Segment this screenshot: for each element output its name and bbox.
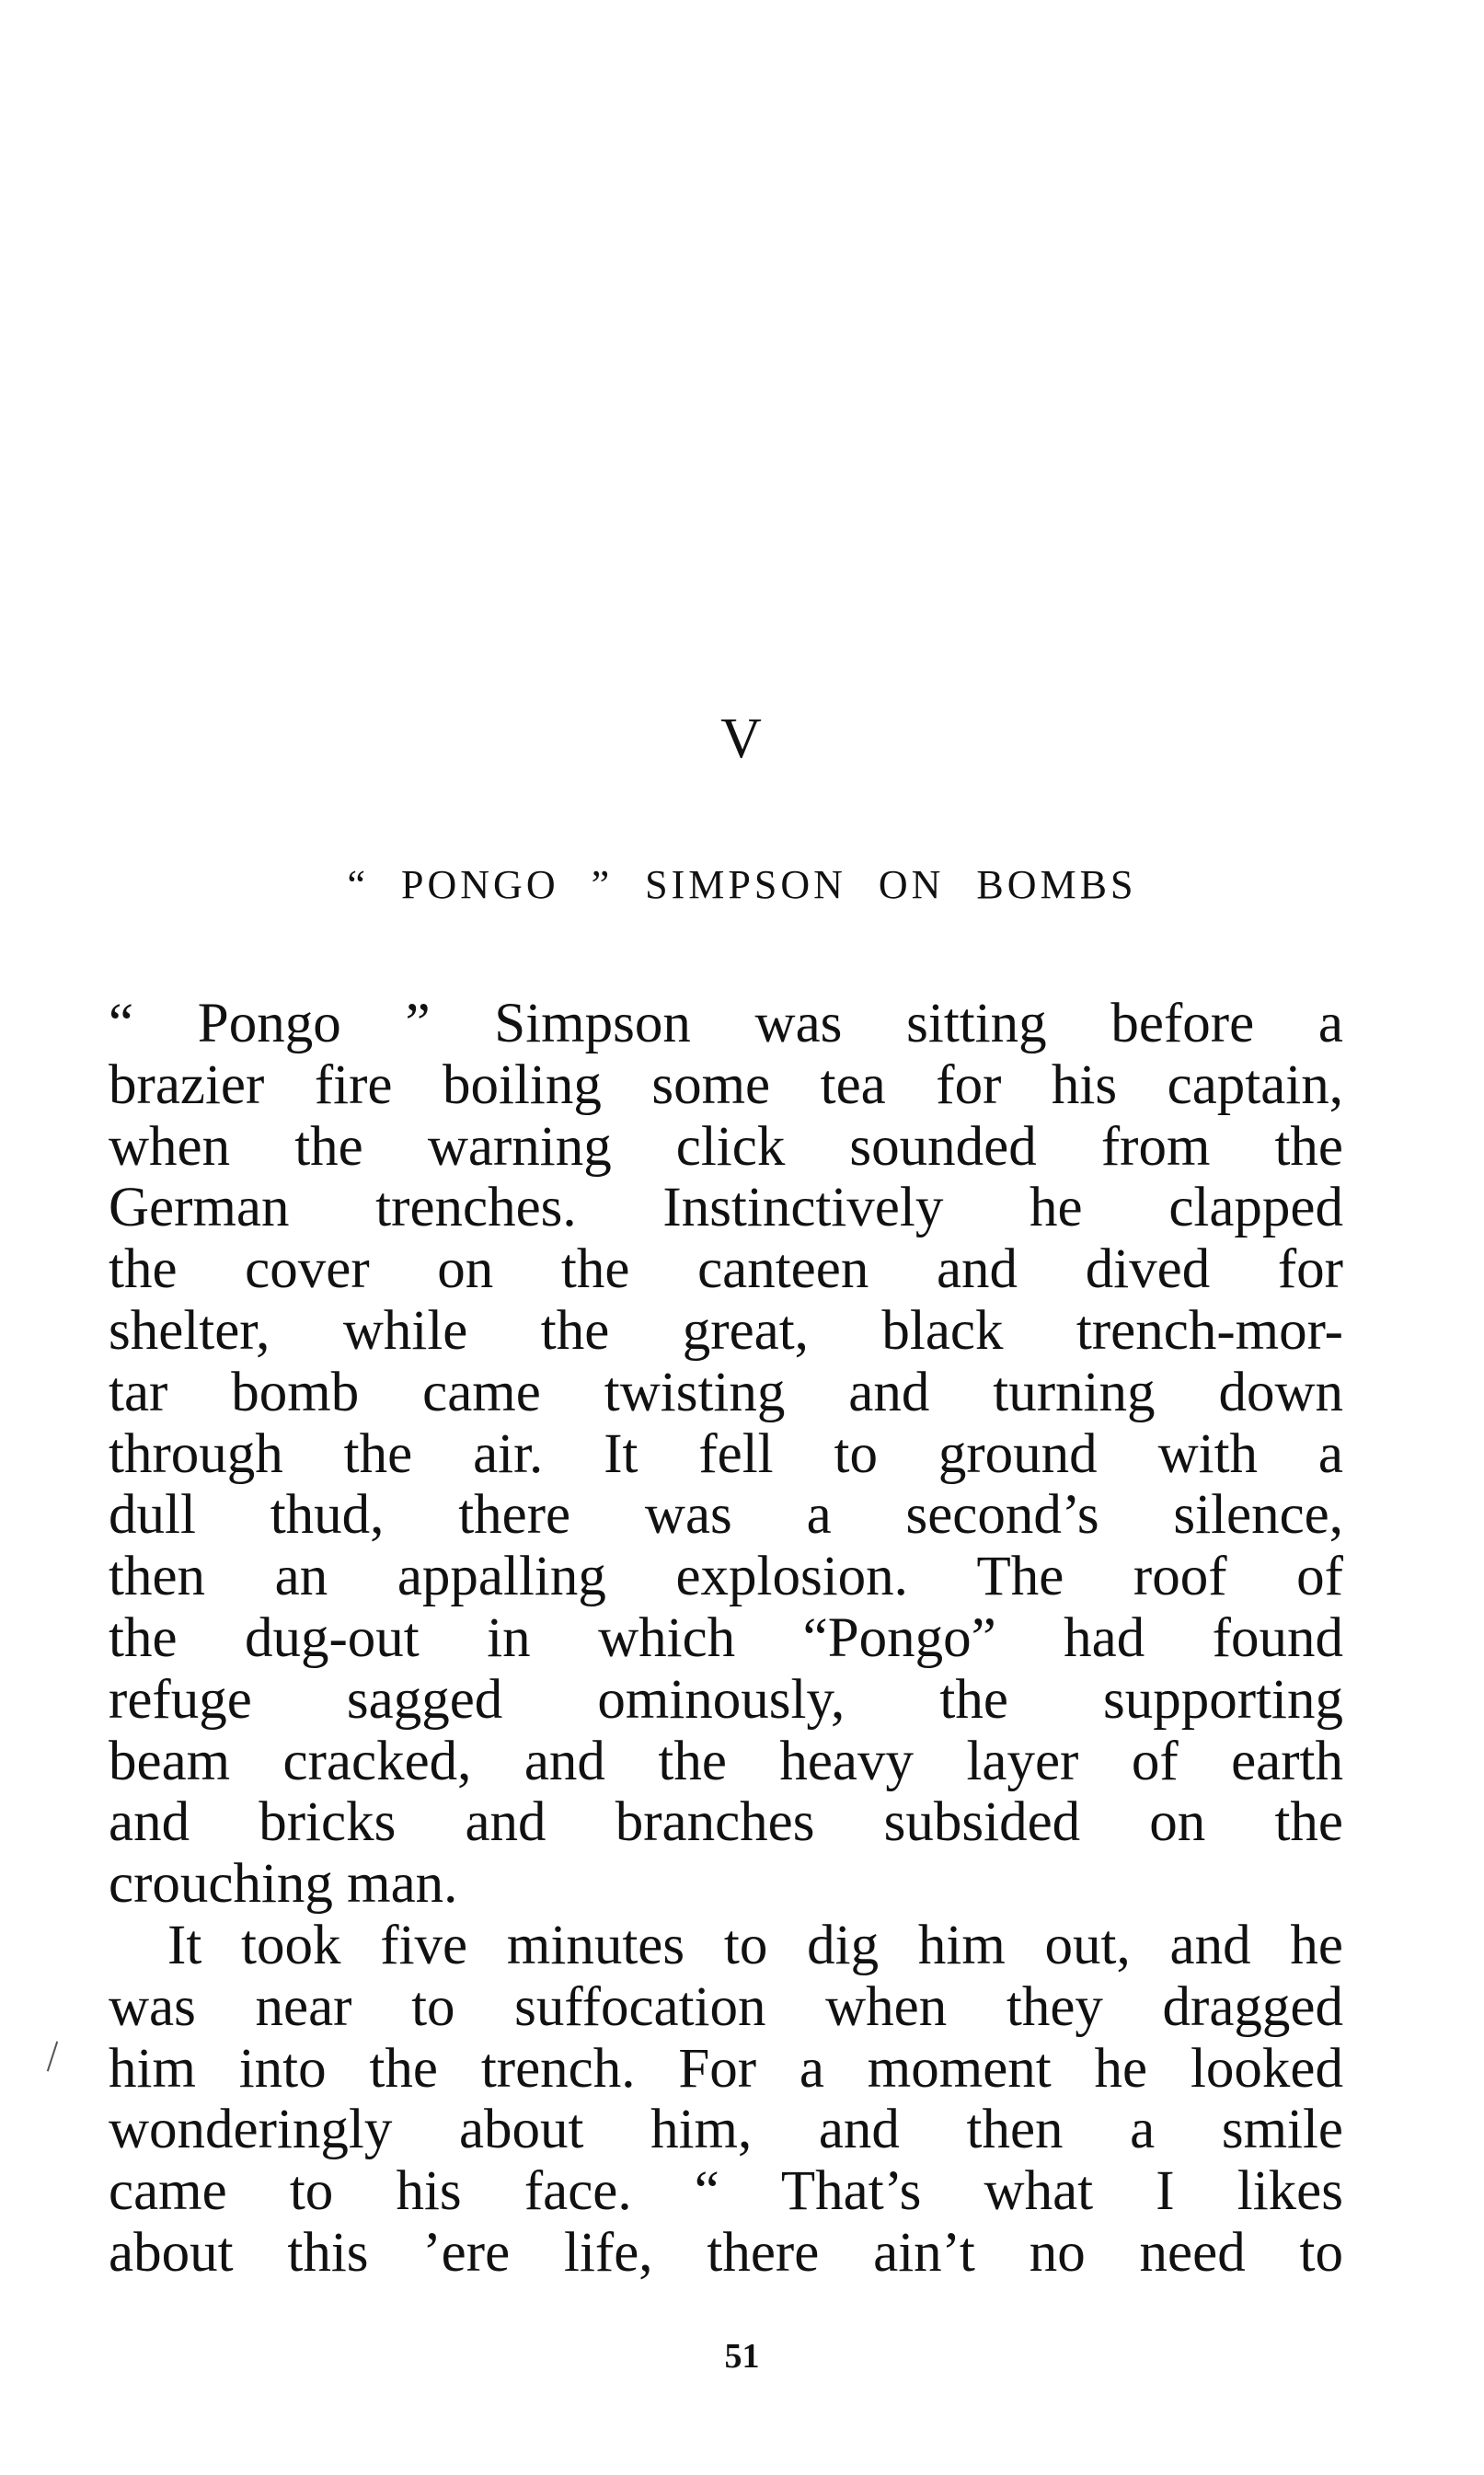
text-line: then an appalling explosion. The roof of (109, 1546, 1343, 1608)
text-line: when the warning click sounded from the (109, 1115, 1343, 1178)
text-line: It took five minutes to dig him out, and he (167, 1914, 1343, 1976)
text-line: about this ’ere life, there ain’t no need to (109, 2221, 1343, 2284)
chapter-number: V (720, 708, 764, 770)
text-line: through the air. It fell to ground with a (109, 1422, 1343, 1485)
text-line: tar bomb came twisting and turning down (109, 1361, 1343, 1423)
text-line: came to his face. “ That’s what I likes (109, 2160, 1343, 2223)
text-line: shelter, while the great, black trench-mor- (109, 1299, 1343, 1362)
text-line: “ Pongo ” Simpson was sitting before a (109, 993, 1343, 1054)
text-line: and bricks and branches subsided on the (109, 1791, 1343, 1854)
text-line: beam cracked, and the heavy layer of earth (109, 1730, 1343, 1792)
paragraph-2 (109, 1916, 1343, 2285)
text-line: the cover on the canteen and dived for (109, 1238, 1343, 1301)
chapter-title: “ PONGO ” SIMPSON ON BOMBS (347, 862, 1137, 907)
text-line: brazier fire boiling some tea for his captain, (109, 1053, 1343, 1116)
text-line: wonderingly about him, and then a smile (109, 2099, 1343, 2161)
page-number: 51 (724, 2337, 760, 2376)
text-line: refuge sagged ominously, the supporting (109, 1668, 1343, 1731)
text-line: was near to suffocation when they dragged (109, 1975, 1343, 2038)
text-line: German trenches. Instinctively he clapped (109, 1177, 1343, 1239)
text-line: dull thud, there was a second’s silence, (109, 1484, 1343, 1547)
text-line: the dug-out in which “Pongo” had found (109, 1606, 1343, 1669)
text-line: him into the trench. For a moment he looked (109, 2037, 1343, 2100)
paragraph-1 (109, 994, 1343, 1916)
text-line: crouching man. (109, 1853, 458, 1916)
margin-pencil-mark (47, 2042, 58, 2072)
body-text (109, 994, 1343, 2285)
